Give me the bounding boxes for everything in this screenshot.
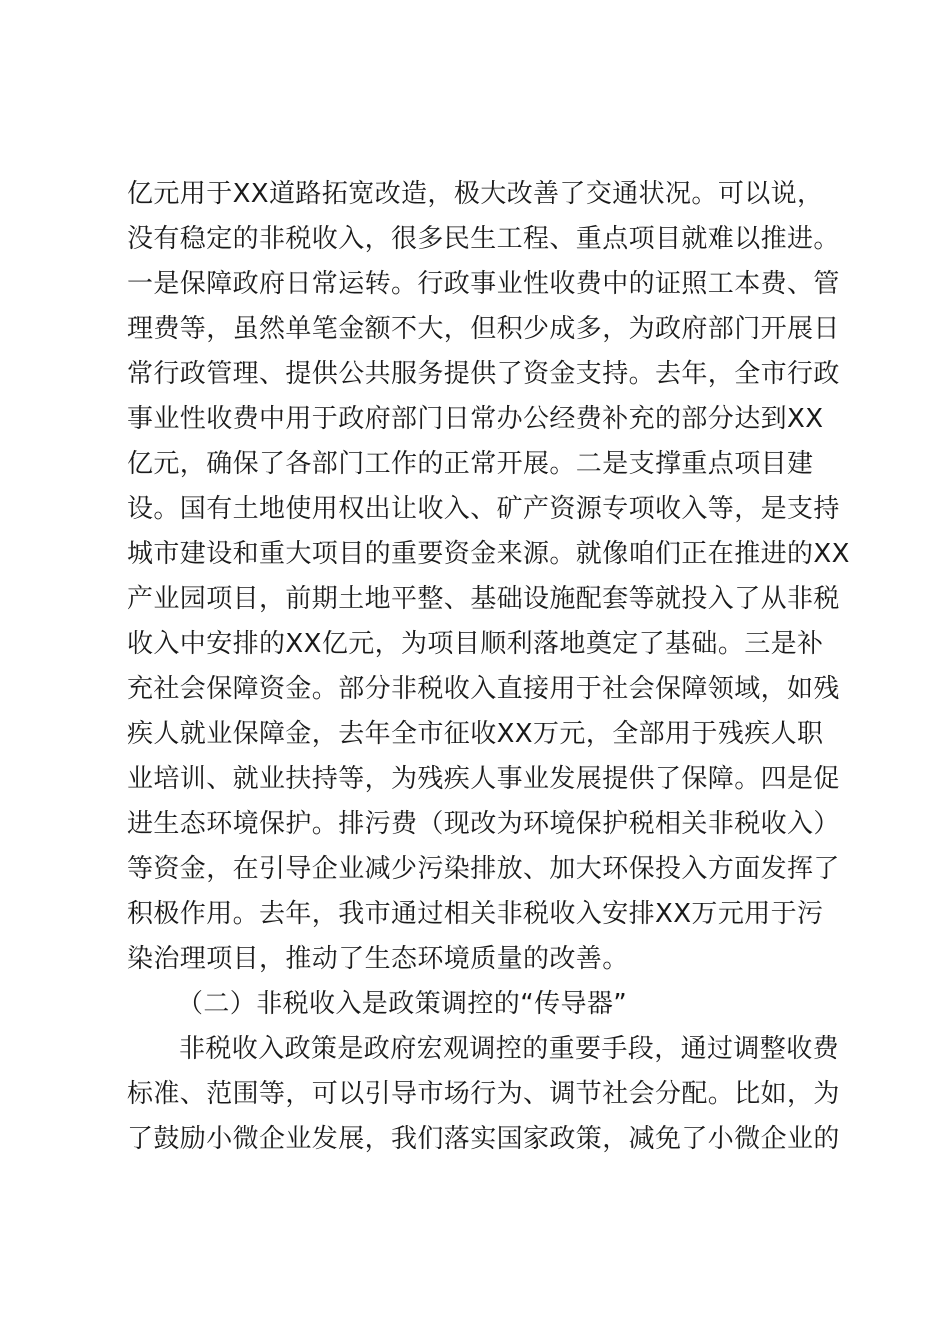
text-line: 没有稳定的非税收入，很多民生工程、重点项目就难以推进。 <box>127 224 840 254</box>
text-line: 产业园项目，前期土地平整、基础设施配套等就投入了从非税 <box>127 584 840 614</box>
section-heading: （二）非税收入是政策调控的“传导器” <box>177 989 628 1019</box>
text-line: 常行政管理、提供公共服务提供了资金支持。去年，全市行政 <box>127 359 840 389</box>
text-line: 理费等，虽然单笔金额不大，但积少成多，为政府部门开展日 <box>127 314 840 344</box>
body-text <box>127 172 850 1162</box>
text-line: 亿元，确保了各部门工作的正常开展。二是支撑重点项目建 <box>127 449 814 479</box>
text-line: 积极作用。去年，我市通过相关非税收入安排XX万元用于污 <box>127 899 824 929</box>
text-line: 业培训、就业扶持等，为残疾人事业发展提供了保障。四是促 <box>127 764 840 794</box>
text-line: 了鼓励小微企业发展，我们落实国家政策，减免了小微企业的 <box>127 1124 840 1154</box>
text-line: 亿元用于XX道路拓宽改造，极大改善了交通状况。可以说， <box>127 179 824 209</box>
text-line: 标准、范围等，可以引导市场行为、调节社会分配。比如，为 <box>127 1079 840 1109</box>
text-line: 等资金，在引导企业减少污染排放、加大环保投入方面发挥了 <box>127 854 840 884</box>
text-line: 进生态环境保护。排污费（现改为环境保护税相关非税收入） <box>127 809 840 839</box>
text-line: 收入中安排的XX亿元，为项目顺利落地奠定了基础。三是补 <box>127 629 824 659</box>
text-line: 染治理项目，推动了生态环境质量的改善。 <box>127 944 629 974</box>
text-line: 一是保障政府日常运转。行政事业性收费中的证照工本费、管 <box>127 269 840 299</box>
text-line: 疾人就业保障金，去年全市征收XX万元，全部用于残疾人职 <box>127 719 824 749</box>
text-line: 非税收入政策是政府宏观调控的重要手段，通过调整收费 <box>179 1034 840 1064</box>
text-line: 充社会保障资金。部分非税收入直接用于社会保障领域，如残 <box>127 674 840 704</box>
text-line: 事业性收费中用于政府部门日常办公经费补充的部分达到XX <box>127 404 824 434</box>
text-line: 设。国有土地使用权出让收入、矿产资源专项收入等，是支持 <box>127 494 840 524</box>
text-line: 城市建设和重大项目的重要资金来源。就像咱们正在推进的XX <box>127 539 850 569</box>
